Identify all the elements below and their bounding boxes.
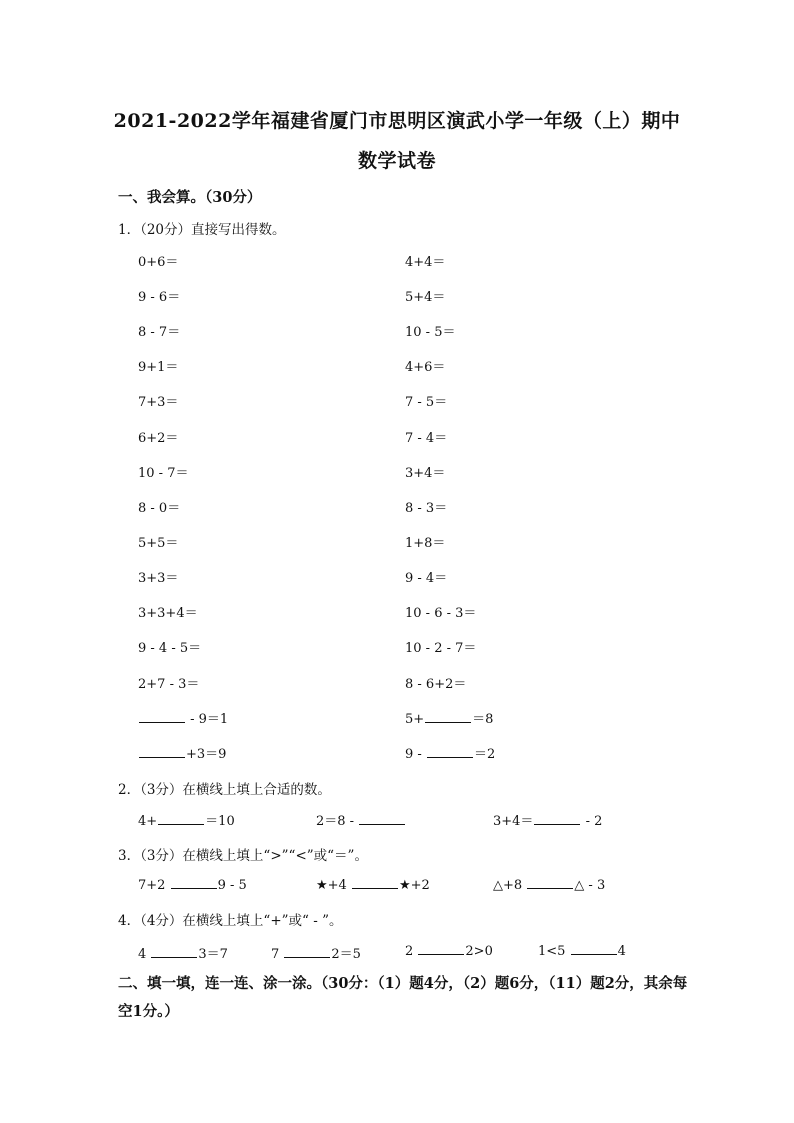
q1-left-item: 5+5＝ — [138, 536, 179, 551]
answer-blank[interactable] — [352, 877, 398, 889]
exam-title-line2: 数学试卷 — [357, 150, 436, 172]
section-1-heading: 一、我会算。（30分） — [118, 189, 262, 206]
q1-right-item: 1+8＝ — [405, 536, 446, 551]
q1-right-item: 10 - 2 - 7＝ — [405, 641, 477, 656]
q1-right-item: 4+4＝ — [405, 255, 446, 270]
answer-blank[interactable] — [418, 943, 464, 955]
exam-title-line1: 2021-2022学年福建省厦门市思明区演武小学一年级（上）期中 — [113, 110, 681, 132]
q1-left-item: 9 - 6＝ — [138, 290, 181, 305]
answer-blank[interactable] — [425, 711, 471, 723]
q1-right-item: 3+4＝ — [405, 466, 446, 481]
q2-item: 4+ ＝10 — [138, 814, 235, 829]
answer-blank[interactable] — [139, 711, 185, 723]
q1-right-item: 8 - 6+2＝ — [405, 677, 467, 692]
q1-left-item: 2+7 - 3＝ — [138, 677, 200, 692]
q1-left-item: 9 - 4 - 5＝ — [138, 641, 202, 656]
q1-left-item: 10 - 7＝ — [138, 466, 189, 481]
q4-item: 1<5 4 — [538, 944, 626, 959]
answer-blank[interactable] — [534, 813, 580, 825]
answer-blank[interactable] — [359, 813, 405, 825]
q4-item: 4 3＝7 — [138, 947, 228, 962]
question-2-label: 2．（3分）在横线上填上合适的数。 — [118, 782, 331, 798]
q1-right-item: 7 - 5＝ — [405, 395, 448, 410]
answer-blank[interactable] — [139, 746, 185, 758]
q1-left-blank-item: - 9＝1 — [138, 708, 228, 727]
q1-left-item: 8 - 0＝ — [138, 501, 181, 516]
question-1-label: 1．（20分）直接写出得数。 — [118, 222, 286, 238]
q3-item: △+8 △ - 3 — [493, 878, 606, 893]
answer-blank[interactable] — [571, 943, 617, 955]
q4-item: 7 2＝5 — [271, 947, 361, 962]
q1-right-item: 9 - 4＝ — [405, 571, 448, 586]
q1-left-item: 0+6＝ — [138, 255, 179, 270]
q3-item: 7+2 9 - 5 — [138, 878, 247, 893]
q1-right-blank-item: 9 - ＝2 — [405, 747, 496, 762]
answer-blank[interactable] — [171, 877, 217, 889]
answer-blank[interactable] — [158, 813, 204, 825]
q1-right-item: 10 - 6 - 3＝ — [405, 606, 477, 621]
q1-right-item: 4+6＝ — [405, 360, 446, 375]
q1-left-item: 7+3＝ — [138, 395, 179, 410]
answer-blank[interactable] — [151, 946, 197, 958]
q1-left-item: 9+1＝ — [138, 360, 179, 375]
q1-left-item: 6+2＝ — [138, 431, 179, 446]
q2-item: 2＝8 - — [316, 810, 406, 829]
answer-blank[interactable] — [527, 877, 573, 889]
q2-item: 3+4＝ - 2 — [493, 814, 603, 829]
q1-left-item: 3+3＝ — [138, 571, 179, 586]
question-3-label: 3．（3分）在横线上填上“>”“<”或“＝”。 — [118, 848, 368, 864]
section-2-heading: 二、填一填，连一连、涂一涂。（30分：（1）题4分，（2）题6分，（11）题2分，其余每空1分。） — [118, 975, 688, 1020]
answer-blank[interactable] — [427, 746, 473, 758]
q1-right-item: 8 - 3＝ — [405, 501, 448, 516]
q3-item: ★+4 ★+2 — [316, 878, 430, 893]
q1-left-item: 8 - 7＝ — [138, 325, 181, 340]
q1-right-item: 10 - 5＝ — [405, 325, 456, 340]
q1-left-blank-item: +3＝9 — [138, 743, 226, 762]
q1-left-item: 3+3+4＝ — [138, 606, 198, 621]
question-4-label: 4．（4分）在横线上填上“+”或“ - ”。 — [118, 913, 343, 929]
q1-right-blank-item: 5+ ＝8 — [405, 712, 494, 727]
answer-blank[interactable] — [284, 946, 330, 958]
q1-right-item: 7 - 4＝ — [405, 431, 448, 446]
q1-right-item: 5+4＝ — [405, 290, 446, 305]
q4-item: 2 2>0 — [405, 944, 493, 959]
